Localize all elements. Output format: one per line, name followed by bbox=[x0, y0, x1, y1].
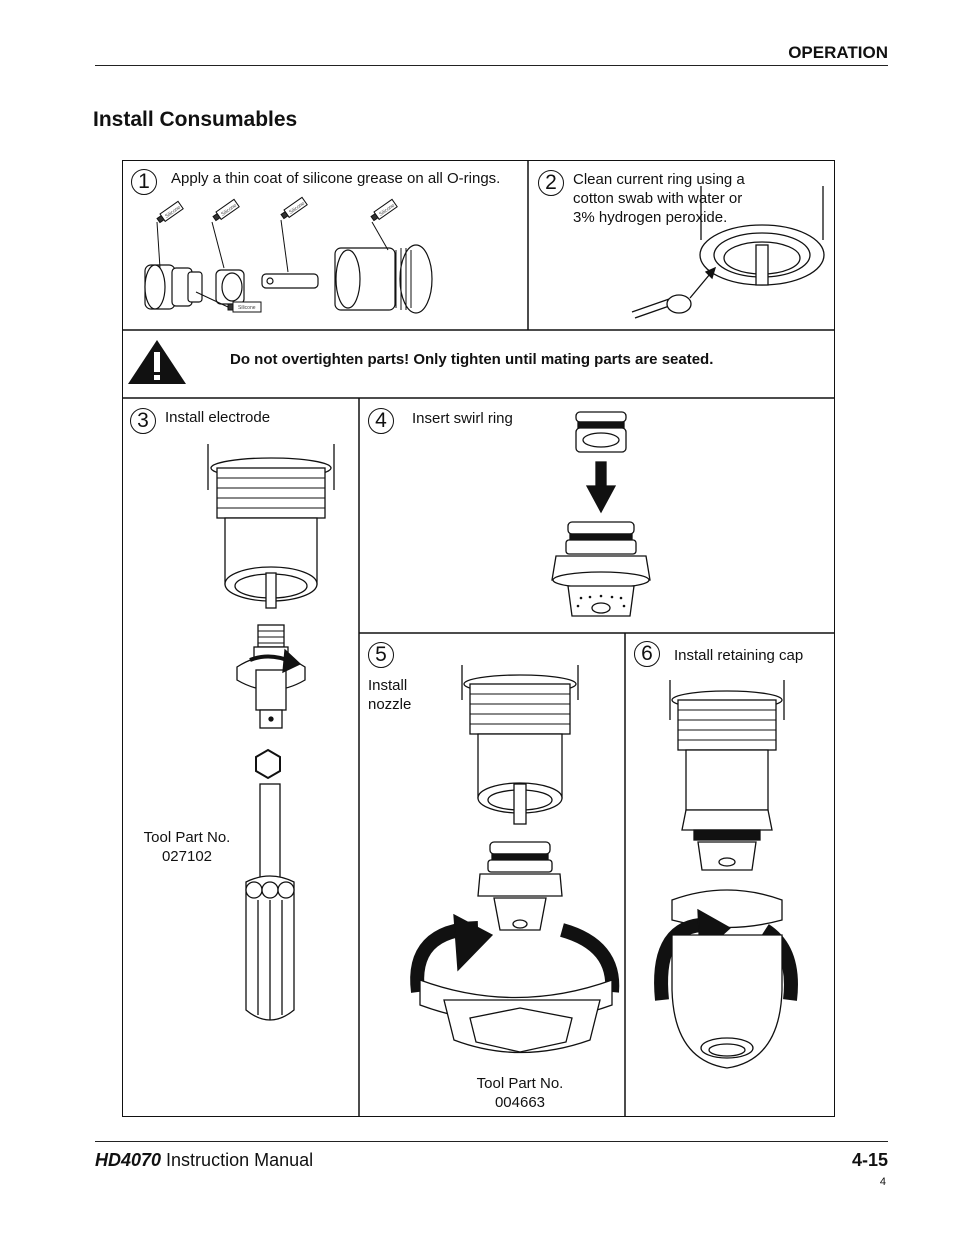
tool-027102-label bbox=[130, 828, 244, 866]
footer-manual-title bbox=[95, 1150, 313, 1171]
electrode-install-illustration bbox=[208, 444, 334, 1020]
tube-label: Silicone bbox=[288, 200, 306, 216]
step-4-text: Insert swirl ring bbox=[412, 410, 513, 427]
footer-rule bbox=[95, 1141, 888, 1142]
step-number-4: 4 bbox=[368, 408, 394, 434]
step-2-text: Clean current ring using a cotton swab with water or 3% hydrogen peroxide. bbox=[573, 171, 745, 226]
tube-label: Silicone bbox=[378, 202, 396, 218]
footer-page-number: 4-15 bbox=[851, 1150, 888, 1170]
footer-model: HD4070 bbox=[95, 1150, 162, 1170]
footer-sheet-number: 4 bbox=[879, 1176, 886, 1188]
nozzle-install-illustration bbox=[417, 665, 612, 1053]
retaining-cap-illustration bbox=[661, 680, 791, 1068]
step-6-text: Install retaining cap bbox=[674, 647, 804, 664]
tool-004663-label bbox=[465, 1074, 575, 1112]
step-1-text: Apply a thin coat of silicone grease on all O-rings. bbox=[171, 170, 501, 187]
warning-icon bbox=[128, 340, 186, 384]
tool-part-number: 004663 bbox=[494, 1094, 546, 1111]
step-3-text: Install electrode bbox=[165, 409, 271, 426]
warning-text: Do not overtighten parts! Only tighten until mating parts are seated. bbox=[230, 351, 714, 368]
step-5-text: Install nozzle bbox=[368, 677, 412, 713]
step-number-3: 3 bbox=[130, 408, 156, 434]
tube-label: Silicone bbox=[238, 305, 256, 311]
step-number-6: 6 bbox=[634, 641, 660, 667]
page-title: Install Consumables bbox=[93, 108, 298, 131]
tool-part-label: Tool Part No. bbox=[476, 1075, 564, 1092]
section-label: OPERATION bbox=[788, 43, 888, 62]
footer-manual: Instruction Manual bbox=[161, 1150, 314, 1170]
oring-parts-illustration bbox=[145, 245, 432, 313]
tool-part-label: Tool Part No. bbox=[143, 829, 231, 846]
tool-part-number: 027102 bbox=[161, 848, 213, 865]
step-number-2: 2 bbox=[538, 170, 564, 196]
step-number-1: 1 bbox=[131, 169, 157, 195]
tube-label: Silicone bbox=[164, 204, 182, 220]
tube-label: Silicone bbox=[220, 202, 238, 218]
step-number-5: 5 bbox=[368, 642, 394, 668]
swirl-ring-illustration bbox=[552, 412, 650, 616]
